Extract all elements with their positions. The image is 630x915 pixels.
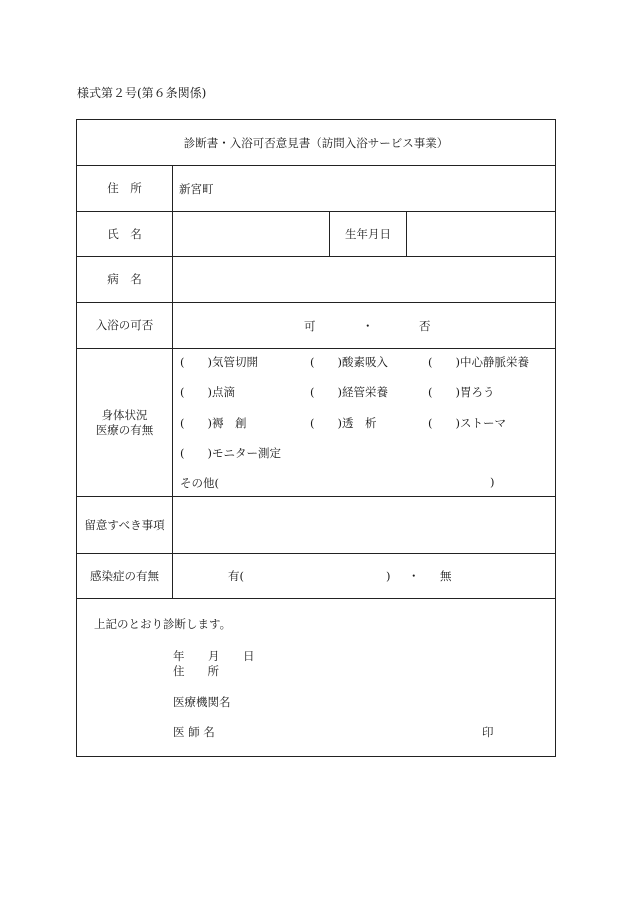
diagnosis-statement: 上記のとおり診断します。 — [94, 617, 232, 631]
disease-row — [77, 257, 555, 303]
infection-label: 感染症の有無 — [77, 554, 173, 598]
bathing-options — [173, 303, 555, 348]
check-stoma[interactable]: ( )ストーマ — [428, 416, 506, 430]
check-gastrostomy[interactable]: ( )胃ろう — [428, 385, 495, 399]
condition-row — [77, 349, 555, 497]
other-label: その他( — [180, 476, 219, 490]
date-day-label: 日 — [243, 649, 255, 663]
date-month-label: 月 — [208, 649, 220, 663]
check-monitoring[interactable]: ( )モニター測定 — [180, 446, 281, 460]
form-title: 診断書・入浴可否意見書（訪問入浴サービス事業） — [183, 135, 449, 150]
bathing-row — [77, 303, 555, 349]
check-tube-feeding[interactable]: ( )経管栄養 — [310, 385, 388, 399]
infection-yes-option[interactable]: 有( — [228, 569, 244, 583]
bathing-label: 入浴の可否 — [77, 303, 173, 348]
address-label: 住 所 — [77, 166, 173, 211]
check-bedsore[interactable]: ( )褥 創 — [180, 416, 247, 430]
address-row — [77, 166, 555, 212]
check-central-venous[interactable]: ( )中心静脈栄養 — [428, 355, 529, 369]
disease-field[interactable] — [173, 257, 555, 302]
condition-label-line1: 身体状況 — [101, 407, 148, 422]
condition-label-line2: 医療の有無 — [95, 422, 154, 437]
name-label: 氏 名 — [77, 212, 173, 256]
check-drip[interactable]: ( )点滴 — [180, 385, 235, 399]
date-year-label: 年 — [173, 649, 185, 663]
birthdate-field[interactable] — [407, 212, 555, 256]
infection-close-paren: ) — [386, 569, 391, 583]
form-reference: 様式第２号(第６条関係) — [77, 86, 207, 100]
condition-label — [77, 349, 173, 496]
address-value[interactable]: 新宮町 — [179, 181, 214, 196]
other-close-paren: ) — [490, 475, 495, 489]
birthdate-label: 生年月日 — [330, 212, 407, 256]
institution-label: 医療機関名 — [173, 695, 231, 709]
footer-section — [77, 599, 555, 756]
infection-options — [173, 554, 555, 598]
check-tracheotomy[interactable]: ( )気管切開 — [180, 355, 258, 369]
infection-no-option[interactable]: 無 — [440, 569, 452, 583]
doctor-name-label: 医 師 名 — [173, 725, 215, 739]
form-title-row — [77, 120, 555, 166]
name-field[interactable] — [173, 212, 330, 256]
infection-separator: ・ — [408, 569, 420, 583]
notes-label: 留意すべき事項 — [77, 497, 173, 553]
infection-row — [77, 554, 555, 599]
check-dialysis[interactable]: ( )透 析 — [310, 416, 377, 430]
footer-address-label: 住 所 — [173, 664, 219, 678]
disease-label: 病 名 — [77, 257, 173, 302]
bathing-separator: ・ — [362, 318, 374, 333]
notes-row — [77, 497, 555, 554]
form-frame — [76, 119, 556, 757]
seal-mark: 印 — [482, 725, 494, 739]
bathing-no-option[interactable]: 否 — [419, 318, 431, 333]
condition-checklist — [173, 349, 555, 496]
notes-field[interactable] — [173, 497, 555, 553]
check-oxygen[interactable]: ( )酸素吸入 — [310, 355, 388, 369]
bathing-yes-option[interactable]: 可 — [304, 318, 316, 333]
name-row — [77, 212, 555, 257]
